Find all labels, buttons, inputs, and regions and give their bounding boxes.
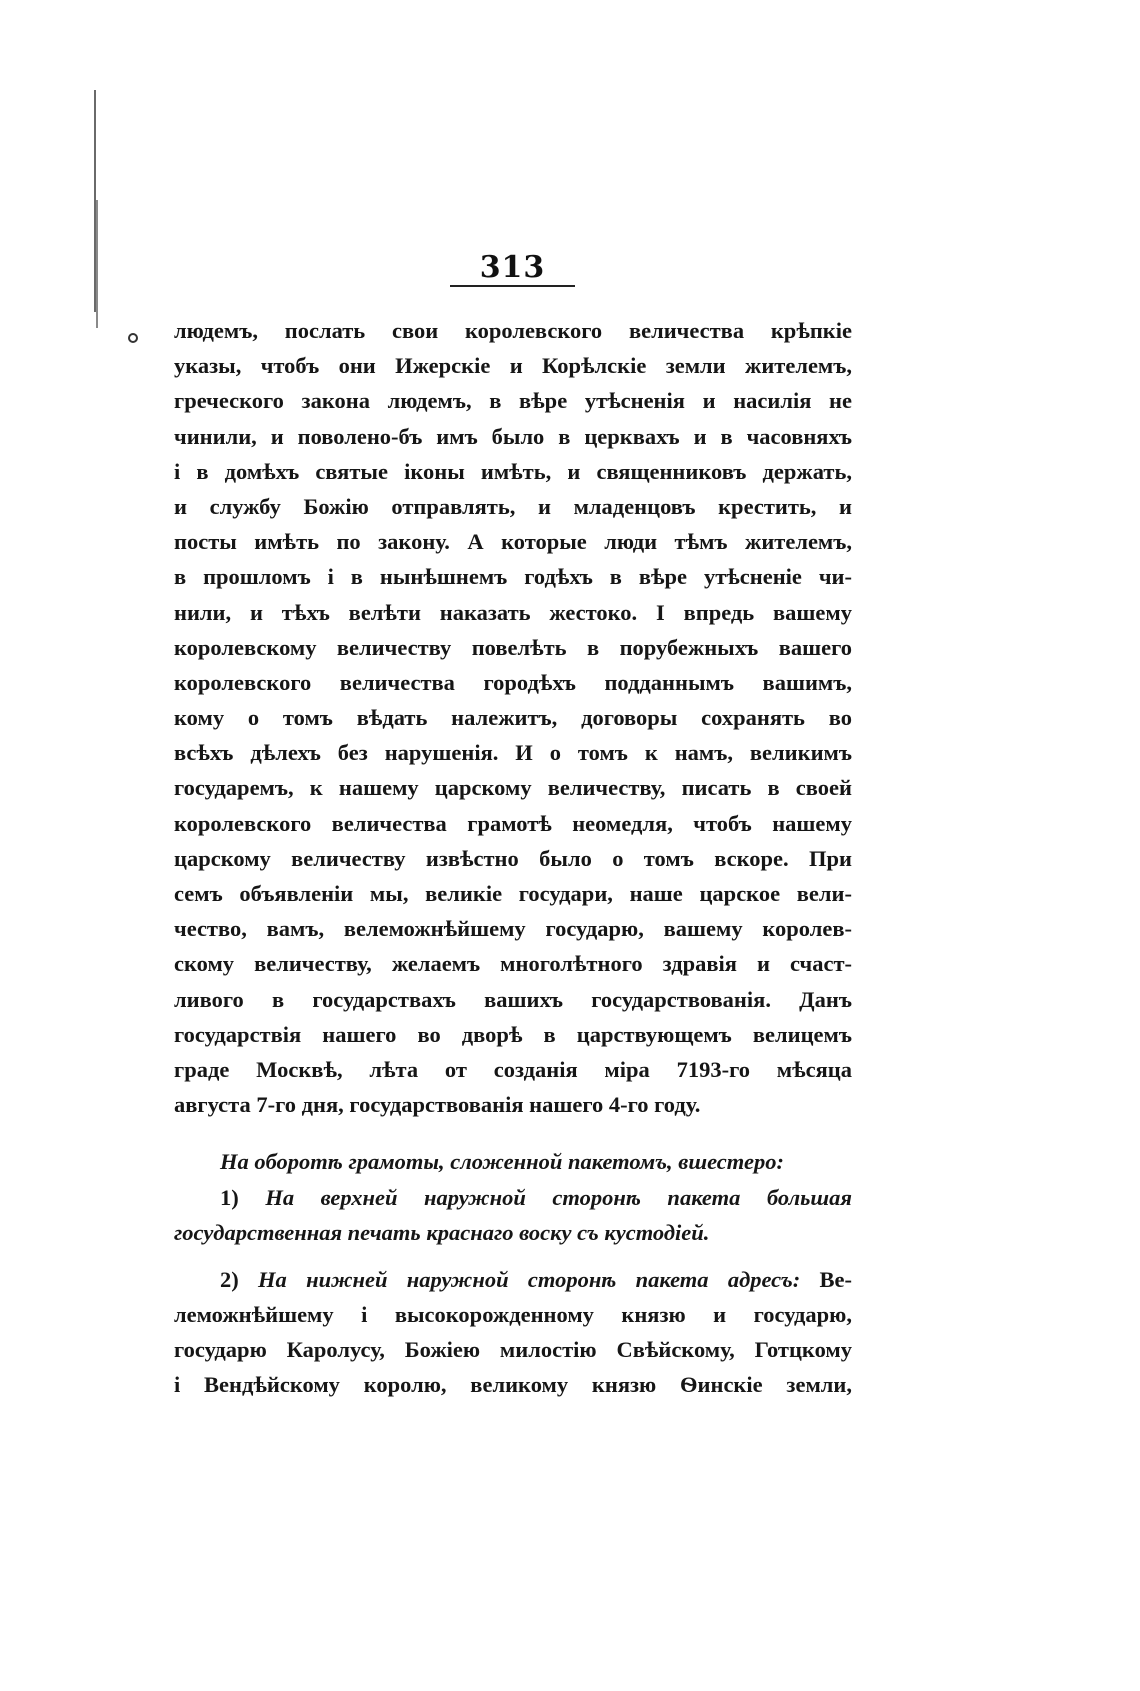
ink-mark bbox=[128, 333, 138, 343]
text-line: семъ объявленіи мы, великіе государи, наше царское вели- bbox=[174, 881, 852, 906]
text-line: государемъ, к нашему царскому величеству, писать в своей bbox=[174, 775, 852, 801]
text-line: королевскому величеству повелѣть в порубежныхъ вашего bbox=[174, 634, 852, 660]
page-body bbox=[174, 313, 852, 1403]
text-line: кому о томъ вѣдать належитъ, договоры сохранять во bbox=[174, 705, 852, 731]
note-item-text: Ве- bbox=[819, 1266, 852, 1292]
text-line: всѣхъ дѣлехъ без нарушенія. И о томъ к намъ, великимъ bbox=[174, 740, 852, 766]
page-number-rule bbox=[450, 285, 575, 287]
text-line: людемъ, послать свои королевского величества крѣпкіе bbox=[174, 318, 852, 343]
text-line: і в домѣхъ святые іконы имѣть, и священниковъ держать, bbox=[174, 458, 852, 484]
note-item-2-line: і Вендѣйскому королю, великому князю Ѳинскіе земли, bbox=[174, 1372, 852, 1398]
note-item-label: На нижней наружной сторонѣ пакета адресъ: bbox=[258, 1266, 801, 1292]
note-item-2 bbox=[174, 1262, 852, 1297]
text-line: и службу Божію отправлять, и младенцовъ крестить, и bbox=[174, 493, 852, 519]
paragraph-gap bbox=[174, 1250, 852, 1262]
note-item-number: 2) bbox=[220, 1266, 239, 1292]
text-line: ливого в государствахъ вашихъ государствованія. Данъ bbox=[174, 986, 852, 1012]
text-line: чество, вамъ, велеможнѣйшему государю, вашему королев- bbox=[174, 916, 852, 942]
text-line: посты имѣть по закону. А которые люди тѣмъ жителемъ, bbox=[174, 529, 852, 555]
text-line: августа 7-го дня, государствованія нашего 4-го году. bbox=[174, 1092, 701, 1118]
text-line: царскому величеству извѣстно было о томъ вскоре. При bbox=[174, 845, 852, 871]
paragraph-gap bbox=[174, 1122, 852, 1144]
note-item-text: На верхней наружной сторонѣ пакета большая bbox=[265, 1184, 852, 1210]
note-item-2-line: государю Каролусу, Божіею милостію Свѣйскому, Готцкому bbox=[174, 1337, 852, 1363]
note-item-number: 1) bbox=[220, 1184, 239, 1210]
text-line: греческого закона людемъ, в вѣре утѣсненія и насилія не bbox=[174, 388, 852, 414]
text-line: указы, чтобъ они Ижерскіе и Корѣлскіе земли жителемъ, bbox=[174, 353, 852, 379]
note-item-2-line: леможнѣйшему і высокорожденному князю и государю, bbox=[174, 1302, 852, 1328]
text-line: чинили, и поволено-бъ имъ было в церквахъ и в часовняхъ bbox=[174, 423, 852, 449]
scan-edge-line bbox=[96, 200, 98, 328]
text-line: королевского величества городѣхъ подданнымъ вашимъ, bbox=[174, 669, 852, 695]
text-line: в прошломъ і в нынѣшнемъ годѣхъ в вѣре утѣсненіе чи- bbox=[174, 564, 852, 590]
main-text bbox=[174, 313, 852, 1122]
text-line: граде Москвѣ, лѣта от созданія міра 7193-го мѣсяца bbox=[174, 1056, 852, 1082]
text-line: королевского величества грамотѣ неомедля, чтобъ нашему bbox=[174, 810, 852, 836]
text-line: нили, и тѣхъ велѣти наказать жестоко. І впредь вашему bbox=[174, 599, 852, 625]
note-item-1 bbox=[174, 1180, 852, 1215]
text-line: скому величеству, желаемъ многолѣтного здравія и счаст- bbox=[174, 951, 852, 977]
page-number: 313 bbox=[479, 250, 546, 285]
note-item-1-continued: государственная печать краснаго воску съ кустодіей. bbox=[174, 1219, 710, 1245]
note-heading: На оборотѣ грамоты, сложенной пакетомъ, вшестеро: bbox=[220, 1149, 784, 1175]
text-line: государствія нашего во дворѣ в царствующемъ велицемъ bbox=[174, 1021, 852, 1047]
